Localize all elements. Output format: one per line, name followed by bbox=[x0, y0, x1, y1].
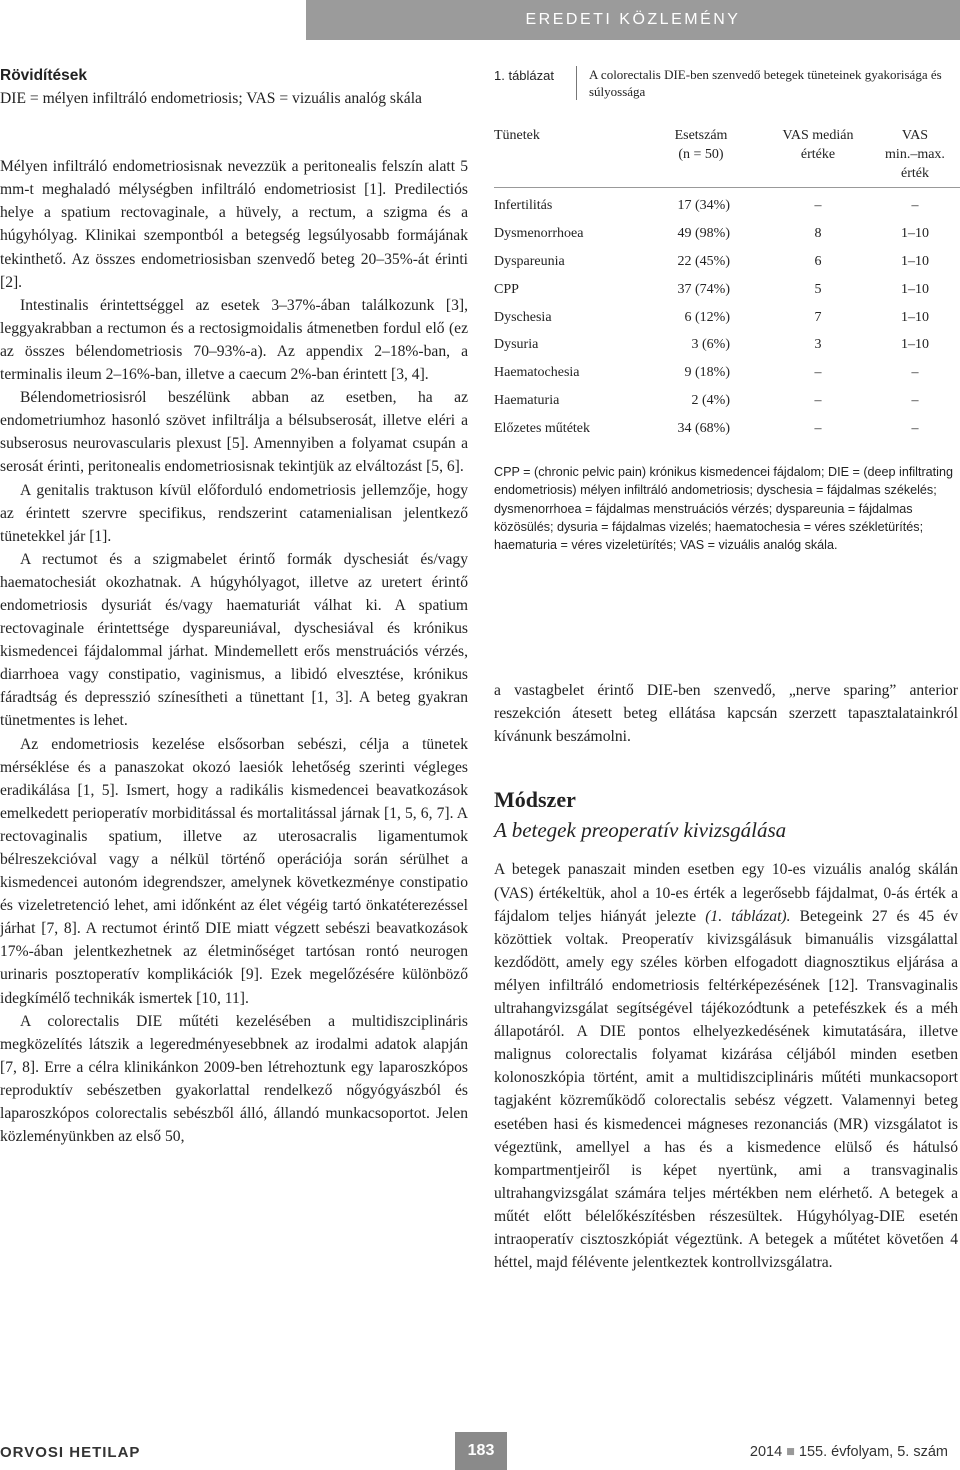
table-1 bbox=[494, 66, 960, 555]
table-cell: – bbox=[814, 197, 822, 213]
table-cell: Dyschesia bbox=[494, 309, 552, 325]
right-column bbox=[494, 679, 958, 1274]
table-cell: 22 (45%) bbox=[677, 253, 730, 269]
paragraph: A genitalis traktuson kívül előforduló endometriosis jellemzője, hogy az érintett szervre specifikus, rendszerint catamenialisan jelentkező tünetekkel jár [1]. bbox=[0, 481, 468, 545]
table-row bbox=[494, 276, 960, 304]
left-column bbox=[0, 62, 468, 1148]
volume: 155. évfolyam, 5. szám bbox=[798, 1444, 948, 1460]
paragraph: A betegek panaszait minden esetben egy 10-es vizuális analóg skálán (VAS) értékeltük, ahol a 10-es érték a legerősebb fájdalmat, 0-ás érték a fájdalom teljes hiányát jelezte (1. táblázat). Betegeink 27 és 45 év közöttiek voltak. Preoperatív kivizsgálásuk bimanuális vizsgálattal kezdődött, amely egy széles körben elfogadott diagnosztikus eljárása a mélyen infiltráló endometriosis feltérképezésének [12]. Transvaginalis ultrahangvizsgálat segítségével tájékozódtunk a petefészkek és a méh állapotáról. A DIE pontos elhelyezkedésének kimutatására, illetve malignus colorectalis folyamat kizárása céljából minden esetben kolonoszkópia történt, amit a multidiszciplináris műtéti munkacsoport tagjaként közreműködő colorectalis sebész végzett. Valamennyi beteg esetében hasi és kismedencei mágneses rezonanciás (MR) vizsgálatot is végeztünk, amellyel a has és a kismedence elülső és hátulsó kompartmentjeiről is képet nyertünk, ami a transvaginalis ultrahangvizsgálat számára teljes mértékben nem elérhető. A betegek a műtét előtt bélelőkészítésben részesültek. Húgyhólyag-DIE esetén intraoperatív cisztoszkópiát végeztünk. A betegek a műtétet követően 4 héttel, majd félévente jelentkeztek kontrollvizsgálatra. bbox=[494, 861, 958, 1272]
subsection-title: A betegek preoperatív kivizsgálása bbox=[494, 818, 787, 843]
table-number: 1. táblázat bbox=[494, 68, 554, 83]
table-cell: 7 bbox=[814, 309, 822, 325]
table-cell: 17 (34%) bbox=[677, 197, 730, 213]
column-header: Tünetek bbox=[494, 128, 540, 143]
table-cell: 5 bbox=[814, 281, 822, 297]
table-caption-text: A colorectalis DIE-ben szenvedő betegek tüneteinek gyakorisága és súlyossága bbox=[576, 66, 960, 100]
table-cell: 8 bbox=[814, 225, 822, 241]
table-cell: – bbox=[911, 365, 919, 381]
table-row bbox=[494, 220, 960, 248]
table-cell: – bbox=[814, 421, 822, 437]
issue-info bbox=[750, 1444, 948, 1460]
paragraph: A rectumot és a szigmabelet érintő formák dyschesiát és/vagy haematochesiát okozhatnak. A húgyhólyagot, illetve az uretert érintő endometriosis dysuriát és/vagy haematuriát válhat ki. A spatium rectovaginale érintettsége dyspareuniával, dyschesiával és krónikus kismedencei fájdalommal járhat. Mindemellett erős menstruációs vérzés, diarrhoea vagy constipatio, vaginismus, a libidó elvesztése, krónikus fáradtság és depresszió színesítheti a tünettant [1, 3]. A beteg gyakran tünetmentes is lehet. bbox=[0, 550, 468, 730]
table-cell: 2 (4%) bbox=[691, 393, 730, 409]
table-cell: – bbox=[814, 393, 822, 409]
table-cell: 1–10 bbox=[901, 225, 929, 241]
table-row bbox=[494, 359, 960, 387]
paragraph: Mélyen infiltráló endometriosisnak nevezzük a peritonealis felszín alatt 5 mm-t meghaladó mélységben infiltráló endometriosist [1]. Predilectiós helye a spatium rectovaginale, a hüvely, a rectum, a szigma és a húgyhólyag. Klinikai szempontból a betegség legsúlyosabb formájának tekinthető. Az összes endometriosisban szenvedő beteg 20–35%-át érinti [2]. bbox=[0, 158, 468, 291]
table-cell: Dysuria bbox=[494, 337, 539, 353]
table-row bbox=[494, 331, 960, 359]
table-cell: Haematuria bbox=[494, 393, 560, 409]
table-cell: 9 (18%) bbox=[684, 365, 730, 381]
paragraph: Bélendometriosisról beszélünk abban az esetben, ha az endometriumhoz hasonló szövet infiltrálja a bélsubserosát, illetve eléri a subserosus neurovascularis plexust [5]. Amennyiben a folyamat csupán a serosát érinti, peritonealis endometriosisnak tekintjük az elváltozást [5, 6]. bbox=[0, 389, 468, 476]
table-cell: Haematochesia bbox=[494, 365, 580, 381]
table-cell: 1–10 bbox=[901, 309, 929, 325]
table-row bbox=[494, 304, 960, 332]
table-cell: 1–10 bbox=[901, 281, 929, 297]
table-row bbox=[494, 188, 960, 220]
table-cell: 49 (98%) bbox=[677, 225, 730, 241]
table-row bbox=[494, 248, 960, 276]
column-header: Esetszám (n = 50) bbox=[674, 128, 728, 162]
table-cell: – bbox=[814, 365, 822, 381]
table-cell: Infertilitás bbox=[494, 197, 553, 213]
table-cell: Dysmenorrhoea bbox=[494, 225, 584, 241]
paragraph: a vastagbelet érintő DIE-ben szenvedő, „nerve sparing” anterior reszekción átesett beteg ellátása kapcsán szerzett tapasztalatainkról kívánunk beszámolni. bbox=[494, 682, 958, 746]
paragraph: A colorectalis DIE műtéti kezelésében a multidiszciplináris megközelítés látszik a legeredményesebbnek az irodalmi adatok alapján [7, 8]. Erre a célra klinikánkon 2009-ben létrehoztunk egy laparoszkópos reproduktív sebészetben gyakorlattal rendelkező nőgyógyászból és laparoszkópos colorectalis sebészből álló, állandó munkacsoportot. Jelen közleményünkben az első 50, bbox=[0, 1012, 468, 1146]
table-caption bbox=[494, 66, 960, 100]
paragraph: Az endometriosis kezelése elsősorban sebészi, célja a tünetek mérséklése és a panaszokat okozó laesiók lehetőség szerinti végleges eradikálása [1, 5]. Ismert, hogy a radikális kismedencei beavatkozások emelkedett perioperatív morbiditással és mortalitással járnak [1, 5, 6, 7]. A rectovaginalis spatium, illetve az uterosacralis ligamentumok bélreszekcióval vagy a nélkül történő operációja során sérülhet a kismedencei autonóm idegrendszer, amelynek következménye constipatio és vizeletretenció lehet, ami időnként az élet végéig tartó önkatéterezéssel járhat [7, 8]. A rectumot érintő DIE miatt végzett sebészi beavatkozások 17%-ában jelentkezhetnek az életminőséget tartósan rontó neurogen urinaris posztoperatív komplikációk [9]. Ezek megelőzésére különböző idegkímélő technikák ismertek [10, 11]. bbox=[0, 735, 468, 1007]
page-number: 183 bbox=[455, 1432, 507, 1470]
table-cell: Dyspareunia bbox=[494, 253, 565, 269]
table-cell: 3 (6%) bbox=[691, 337, 730, 353]
section-header-label: EREDETI KÖZLEMÉNY bbox=[525, 11, 741, 28]
table-cell: 1–10 bbox=[901, 253, 929, 269]
abbreviations-text: DIE = mélyen infiltráló endometriosis; VAS = vizuális analóg skála bbox=[0, 90, 422, 108]
table-cell: 37 (74%) bbox=[677, 281, 730, 297]
paragraph: Intestinalis érintettséggel az esetek 3–37%-ában találkozunk [3], leggyakrabban a rectumon és a rectosigmoidalis átmenetben fordul elő (ez az összes bélendometriosis 70–93%-a). Az appendix 2–18%-ban, a terminalis ileum 2–16%-ban, illetve a caecum 2%-ban érintett [3, 4]. bbox=[0, 296, 468, 384]
table-cell: – bbox=[911, 393, 919, 409]
table-cell: – bbox=[911, 421, 919, 437]
table-cell: Előzetes műtétek bbox=[494, 421, 591, 437]
table-cell: 6 (12%) bbox=[684, 309, 730, 325]
table-reference: (1. táblázat). bbox=[705, 907, 791, 925]
section-header bbox=[306, 0, 960, 40]
table-cell: 34 (68%) bbox=[677, 421, 730, 437]
column-header: VAS medián értéke bbox=[782, 128, 854, 162]
page-footer bbox=[0, 1432, 960, 1470]
column-header: VAS min.–max. érték bbox=[885, 128, 945, 181]
year: 2014 bbox=[749, 1444, 783, 1460]
table-header-row bbox=[494, 126, 960, 188]
symptoms-table bbox=[494, 126, 960, 443]
section-title: Módszer bbox=[494, 787, 576, 813]
table-cell: 6 bbox=[814, 253, 822, 269]
table-cell: – bbox=[911, 197, 919, 213]
table-footnote: CPP = (chronic pelvic pain) krónikus kismedencei fájdalom; DIE = (deep infiltrating endometriosis) mélyen infiltráló andometriosis; dyschesia = fájdalmas székelés; dysmenorrhoea = fájdalmas menstruációs vérzés; dyspareunia = fájdalmas közösülés; dysuria = fájdalmas vizelés; haematochesia = véres székletürítés; haematuria = véres vizeletürítés; VAS = vizuális analóg skála. bbox=[494, 465, 953, 553]
table-cell: 1–10 bbox=[901, 337, 929, 353]
table-row bbox=[494, 415, 960, 443]
table-cell: 3 bbox=[814, 337, 822, 353]
abbreviations-title: Rövidítések bbox=[0, 67, 88, 84]
journal-name: ORVOSI HETILAP bbox=[0, 1444, 141, 1461]
separator: ■ bbox=[786, 1444, 795, 1460]
table-cell: CPP bbox=[494, 281, 519, 297]
table-row bbox=[494, 387, 960, 415]
